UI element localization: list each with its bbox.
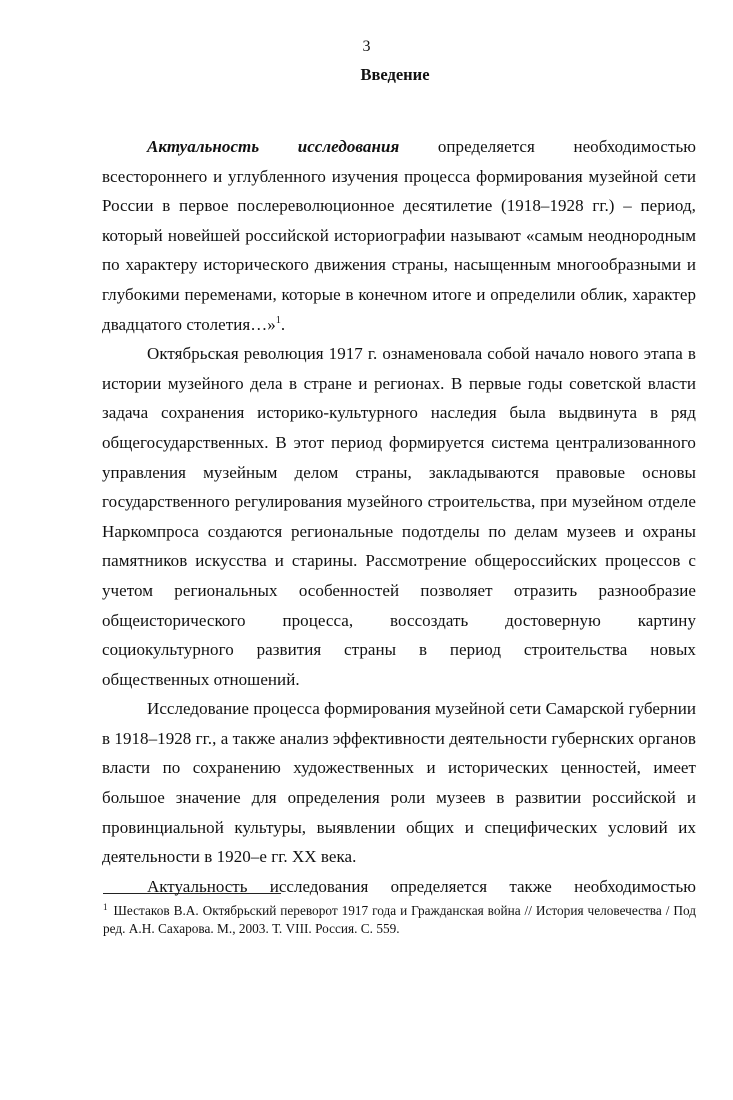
paragraph-research: Исследование процесса формирования музейной сети Самарской губернии в 1918–1928 гг., а также анализ эффективности деятельности губернских органов власти по сохранению художественных и исторических ценностей, имеет большое значение для определения роли музеев в развитии российской и провинциальной культуры, выявлении общих и специфических условий их деятельности в 1920–е гг. XX века. xyxy=(102,699,696,867)
paragraph-relevance xyxy=(102,132,696,339)
footnote xyxy=(103,902,696,938)
footnote-mark: 1 xyxy=(103,902,108,912)
body-text xyxy=(102,132,696,901)
footnote-separator xyxy=(103,893,281,894)
section-heading: Введение xyxy=(360,65,430,84)
paragraph-continued: Актуальность исследования определяется также необходимостью xyxy=(147,876,696,896)
footnote-reference[interactable]: 1 xyxy=(275,314,281,326)
paragraph-end-punct: . xyxy=(280,314,286,334)
footnote-text: Шестаков В.А. Октябрьский переворот 1917 года и Гражданская война // История человечества / Под ред. А.Н. Сахарова. М., 2003. Т. VIII. Россия. С. 559. xyxy=(103,903,696,936)
lead-term: Актуальность исследования xyxy=(147,137,400,156)
paragraph-text: определяется необходимостью всестороннего и углубленного изучения процесса формирования музейной сети России в первое послереволюционное десятилетие (1918–1928 гг.) – период, который новейшей российской историографии называют «самым неоднородным по характеру исторического движения страны, насыщенным многообразными и глубокими переменами, которые в конечном итоге и определили облик, характер двадцатого столетия…» xyxy=(102,137,697,334)
page-number: 3 xyxy=(362,38,371,55)
paragraph-revolution: Октябрьская революция 1917 г. ознаменовала собой начало нового этапа в истории музейного дела в стране и регионах. В первые годы советской власти задача сохранения историко-культурного наследия была выдвинута в ряд общегосударственных. В этот период формируется система централизованного управления музейным делом страны, закладываются правовые основы государственного регулирования музейного строительства, при музейном отделе Наркомпроса создаются региональные подотделы по делам музеев и охраны памятников искусства и старины. Рассмотрение общероссийских процессов с учетом региональных особенностей позволяет отразить разнообразие общеисторического процесса, воссоздать достоверную картину социокультурного развития страны в период строительства новых общественных отношений. xyxy=(102,344,696,689)
